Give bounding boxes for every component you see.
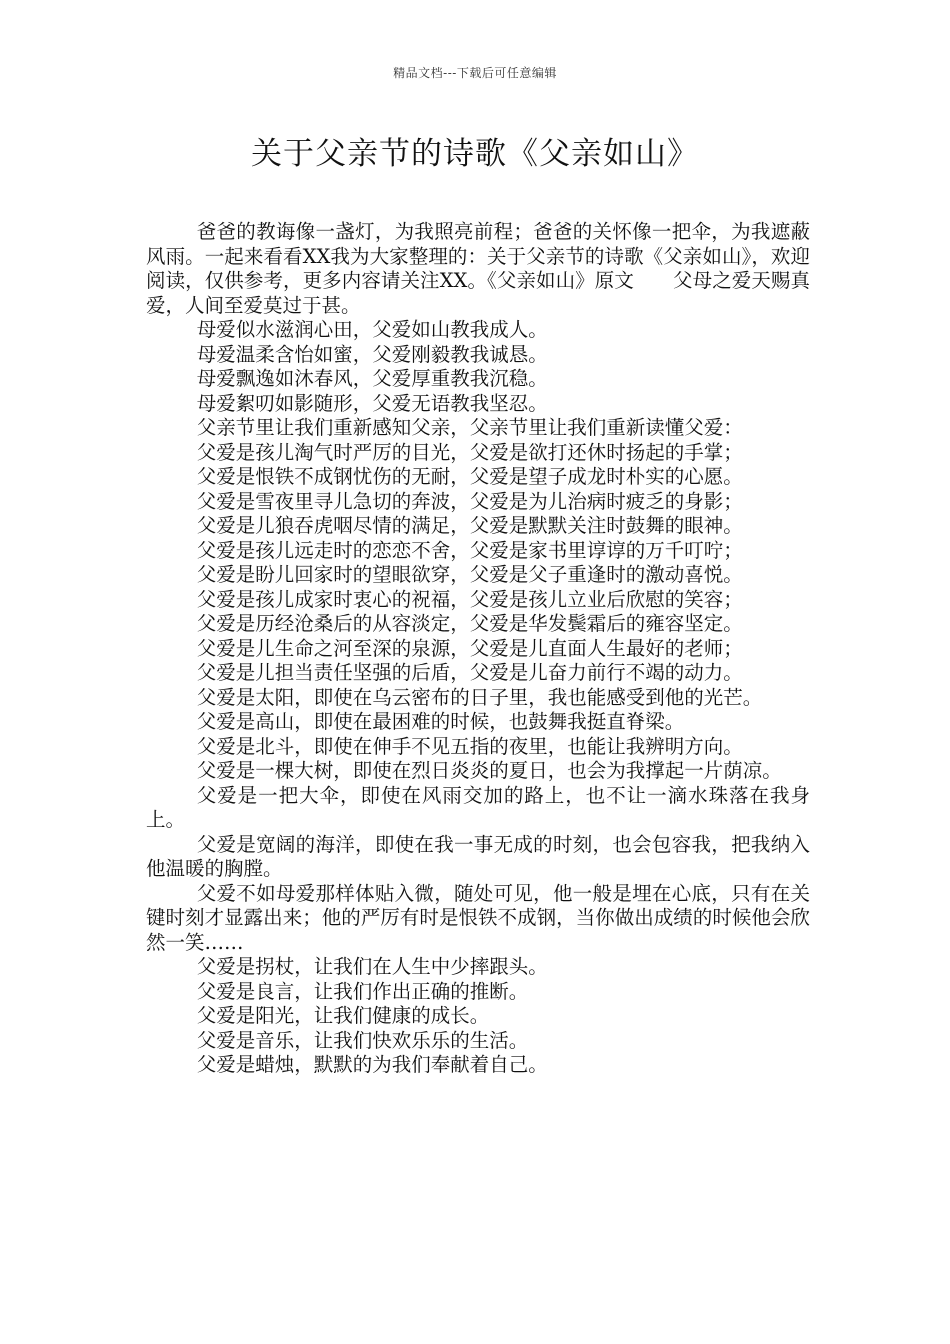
poem-line: 父爱是儿担当责任坚强的后盾，父爱是儿奋力前行不竭的动力。 [196,661,743,684]
poem-line: 父爱是孩儿远走时的恋恋不舍，父爱是家书里谆谆的万千叮咛； [196,538,743,562]
poem-line: 父爱是高山，即使在最困难的时候，也鼓舞我挺直脊梁。 [196,710,685,733]
poem-line: 父爱是雪夜里寻儿急切的奔波，父爱是为儿治病时疲乏的身影； [196,489,743,513]
document-title: 关于父亲节的诗歌《父亲如山》 [251,136,699,172]
poem-line: 父爱是阳光，让我们健康的成长。 [196,1004,490,1027]
poem-line: 父爱是儿狼吞虎咽尽情的满足，父爱是默默关注时鼓舞的眼神。 [196,514,743,537]
poem-line: 父爱是蜡烛，默默的为我们奉献着自己。 [196,1053,548,1076]
poem-line: 父爱是盼儿回家时的望眼欲穿，父爱是父子重逢时的激动喜悦。 [196,563,743,586]
poem-line: 父爱是宽阔的海洋，即使在我一事无成的时刻，也会包容我，把我纳入他温暖的胸膛。 [146,832,810,880]
poem-line: 母爱温柔含怡如蜜，父爱刚毅教我诚恳。 [196,342,548,366]
poem-line: 父亲节里让我们重新感知父亲，父亲节里让我们重新读懂父爱： [196,416,743,439]
poem-line: 父爱是音乐，让我们快欢乐乐的生活。 [196,1028,529,1052]
poem-line: 父爱是太阳，即使在乌云密布的日子里，我也能感受到他的光芒。 [196,685,763,709]
poem-line: 父爱是恨铁不成钢忧伤的无耐，父爱是望子成龙时朴实的心愿。 [196,465,743,488]
poem-line: 父爱是一把大伞，即使在风雨交加的路上，也不让一滴水珠落在我身上。 [146,783,810,831]
poem-line: 父爱是孩儿成家时衷心的祝福，父爱是孩儿立业后欣慰的笑容； [196,587,743,611]
poem-line: 父爱是历经沧桑后的从容淡定，父爱是华发鬓霜后的雍容坚定。 [196,612,743,635]
intro-paragraph: 爸爸的教诲像一盏灯，为我照亮前程；爸爸的关怀像一把伞，为我遮蔽风雨。一起来看看XX我为大家整理的：关于父亲节的诗歌《父亲如山》，欢迎阅读，仅供参考，更多内容请关注XX。《父亲如山》原文 父母之爱天赐真爱，人间至爱莫过于甚。 [146,220,810,317]
poem-line: 父爱是儿生命之河至深的泉源，父爱是儿直面人生最好的老师； [196,636,743,660]
poem-line: 父爱是良言，让我们作出正确的推断。 [196,979,529,1003]
poem-line: 父爱是拐杖，让我们在人生中少摔跟头。 [196,955,548,978]
poem-line: 母爱絮叨如影随形，父爱无语教我坚忍。 [196,391,548,415]
poem-line: 母爱似水滋润心田，父爱如山教我成人。 [196,318,548,341]
document-body [146,220,810,1078]
page-header-note: 精品文档---下载后可任意编辑 [393,66,557,80]
poem-line: 父爱不如母爱那样体贴入微，随处可见，他一般是埋在心底，只有在关键时刻才显露出来；他的严厉有时是恨铁不成钢，当你做出成绩的时候他会欣然一笑…… [146,881,810,954]
poem-line: 父爱是孩儿淘气时严厉的目光，父爱是欲打还休时扬起的手掌； [196,440,743,464]
poem-line: 母爱飘逸如沐春风，父爱厚重教我沉稳。 [196,367,548,390]
poem-line: 父爱是一棵大树，即使在烈日炎炎的夏日，也会为我撑起一片荫凉。 [196,759,782,782]
poem-line: 父爱是北斗，即使在伸手不见五指的夜里，也能让我辨明方向。 [196,734,743,758]
